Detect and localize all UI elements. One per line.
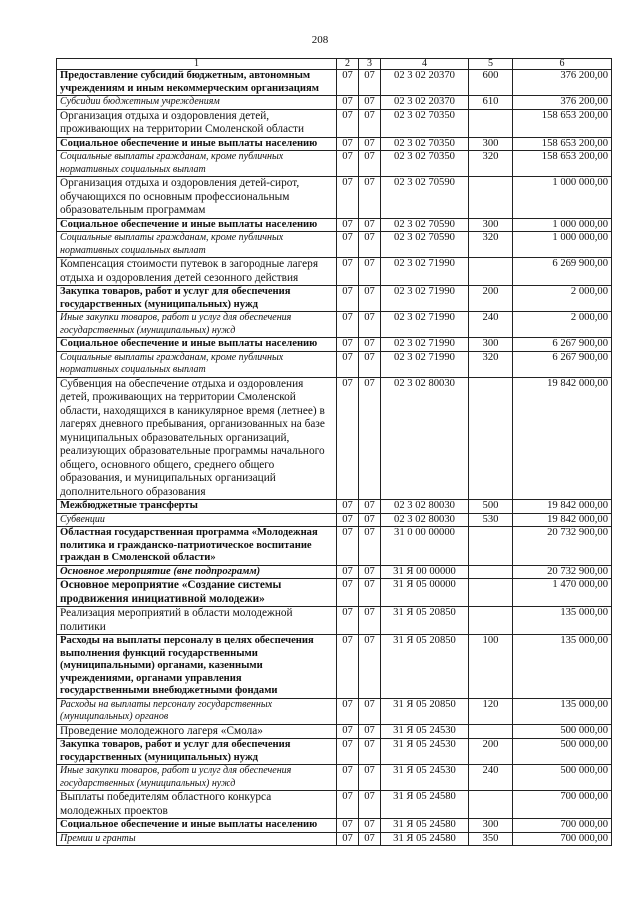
row-target-code-cell: 02 3 02 80030 [381, 377, 469, 500]
row-subsection-cell: 07 [359, 607, 381, 635]
table-body [57, 70, 612, 846]
table-row [57, 739, 612, 765]
row-expense-type-cell: 320 [469, 351, 513, 377]
row-amount-cell: 376 200,00 [513, 96, 612, 110]
row-target-code-cell: 02 3 02 70350 [381, 137, 469, 151]
row-section-cell: 07 [337, 698, 359, 724]
row-amount-cell: 1 470 000,00 [513, 579, 612, 607]
row-name-cell: Расходы на выплаты персоналу в целях обеспечения выполнения функций государственными (муниципальными) органами, казенными учреждениями, органами управления государственными внебюджетными фондами [57, 635, 337, 699]
row-section-cell: 07 [337, 312, 359, 338]
row-name-cell: Премии и гранты [57, 832, 337, 846]
row-name-cell: Областная государственная программа «Молодежная политика и гражданско-патриотическое воспитание граждан в Смоленской области» [57, 527, 337, 566]
table-row [57, 70, 612, 96]
row-amount-cell: 1 000 000,00 [513, 232, 612, 258]
row-name-cell: Закупка товаров, работ и услуг для обеспечения государственных (муниципальных) нужд [57, 739, 337, 765]
row-expense-type-cell: 320 [469, 232, 513, 258]
row-section-cell: 07 [337, 70, 359, 96]
row-subsection-cell: 07 [359, 351, 381, 377]
row-section-cell: 07 [337, 109, 359, 137]
row-section-cell: 07 [337, 565, 359, 579]
table-row [57, 607, 612, 635]
row-expense-type-cell [469, 177, 513, 219]
row-subsection-cell: 07 [359, 218, 381, 232]
row-subsection-cell: 07 [359, 698, 381, 724]
header-col-1: 1 [57, 59, 337, 70]
row-expense-type-cell: 300 [469, 137, 513, 151]
row-section-cell: 07 [337, 286, 359, 312]
table-row [57, 351, 612, 377]
row-amount-cell: 6 267 900,00 [513, 351, 612, 377]
row-target-code-cell: 02 3 02 20370 [381, 96, 469, 110]
row-subsection-cell: 07 [359, 832, 381, 846]
table-row [57, 109, 612, 137]
row-amount-cell: 700 000,00 [513, 819, 612, 833]
row-section-cell: 07 [337, 351, 359, 377]
row-target-code-cell: 31 Я 05 24580 [381, 832, 469, 846]
table-row [57, 565, 612, 579]
row-expense-type-cell [469, 565, 513, 579]
row-name-cell: Компенсация стоимости путевок в загородные лагеря отдыха и оздоровления детей сезонного действия [57, 258, 337, 286]
row-amount-cell: 6 269 900,00 [513, 258, 612, 286]
row-section-cell: 07 [337, 232, 359, 258]
table-row [57, 500, 612, 514]
row-expense-type-cell: 240 [469, 765, 513, 791]
row-subsection-cell: 07 [359, 500, 381, 514]
row-section-cell: 07 [337, 218, 359, 232]
row-subsection-cell: 07 [359, 565, 381, 579]
row-amount-cell: 500 000,00 [513, 724, 612, 739]
table-row [57, 218, 612, 232]
row-amount-cell: 19 842 000,00 [513, 377, 612, 500]
row-section-cell: 07 [337, 258, 359, 286]
row-target-code-cell: 31 Я 05 24530 [381, 739, 469, 765]
row-expense-type-cell: 350 [469, 832, 513, 846]
row-amount-cell: 135 000,00 [513, 635, 612, 699]
row-amount-cell: 376 200,00 [513, 70, 612, 96]
row-target-code-cell: 02 3 02 80030 [381, 500, 469, 514]
row-subsection-cell: 07 [359, 137, 381, 151]
table-row [57, 177, 612, 219]
row-subsection-cell: 07 [359, 635, 381, 699]
row-amount-cell: 500 000,00 [513, 739, 612, 765]
row-section-cell: 07 [337, 177, 359, 219]
row-expense-type-cell: 600 [469, 70, 513, 96]
row-name-cell: Организация отдыха и оздоровления детей-сирот, обучающихся по основным профессиональным образовательным программам [57, 177, 337, 219]
table-row [57, 137, 612, 151]
row-section-cell: 07 [337, 513, 359, 527]
row-expense-type-cell: 500 [469, 500, 513, 514]
row-target-code-cell: 02 3 02 70590 [381, 218, 469, 232]
page-number: 208 [311, 34, 329, 46]
row-amount-cell: 20 732 900,00 [513, 527, 612, 566]
row-amount-cell: 20 732 900,00 [513, 565, 612, 579]
row-target-code-cell: 02 3 02 71990 [381, 351, 469, 377]
row-name-cell: Межбюджетные трансферты [57, 500, 337, 514]
row-name-cell: Основное мероприятие «Создание системы продвижения инициативной молодежи» [57, 579, 337, 607]
row-amount-cell: 6 267 900,00 [513, 338, 612, 352]
row-subsection-cell: 07 [359, 513, 381, 527]
row-section-cell: 07 [337, 579, 359, 607]
row-expense-type-cell: 200 [469, 739, 513, 765]
row-section-cell: 07 [337, 739, 359, 765]
row-name-cell: Субвенция на обеспечение отдыха и оздоровления детей, проживающих на территории Смоленской области, находящихся в каникулярное время (летнее) в лагерях дневного пребывания, организованных на базе муниципальных образовательных организаций, реализующих образовательные программы начального общего, основного общего, среднего общего образования, и муниципальных организаций дополнительного образования [57, 377, 337, 500]
row-section-cell: 07 [337, 791, 359, 819]
row-name-cell: Субсидии бюджетным учреждениям [57, 96, 337, 110]
row-subsection-cell: 07 [359, 527, 381, 566]
row-expense-type-cell: 610 [469, 96, 513, 110]
row-section-cell: 07 [337, 500, 359, 514]
row-amount-cell: 1 000 000,00 [513, 218, 612, 232]
row-name-cell: Реализация мероприятий в области молодежной политики [57, 607, 337, 635]
row-name-cell: Организация отдыха и оздоровления детей, проживающих на территории Смоленской области [57, 109, 337, 137]
row-target-code-cell: 02 3 02 71990 [381, 286, 469, 312]
row-subsection-cell: 07 [359, 312, 381, 338]
row-target-code-cell: 02 3 02 71990 [381, 338, 469, 352]
row-expense-type-cell: 200 [469, 286, 513, 312]
row-target-code-cell: 02 3 02 70350 [381, 109, 469, 137]
row-expense-type-cell: 240 [469, 312, 513, 338]
row-name-cell: Социальные выплаты гражданам, кроме публичных нормативных социальных выплат [57, 232, 337, 258]
header-col-2: 2 [337, 59, 359, 70]
row-subsection-cell: 07 [359, 579, 381, 607]
row-expense-type-cell [469, 527, 513, 566]
table-row [57, 579, 612, 607]
table-row [57, 724, 612, 739]
row-subsection-cell: 07 [359, 258, 381, 286]
row-target-code-cell: 02 3 02 80030 [381, 513, 469, 527]
row-subsection-cell: 07 [359, 765, 381, 791]
table-row [57, 819, 612, 833]
row-expense-type-cell: 300 [469, 218, 513, 232]
row-section-cell: 07 [337, 137, 359, 151]
row-section-cell: 07 [337, 607, 359, 635]
row-section-cell: 07 [337, 527, 359, 566]
row-target-code-cell: 31 Я 05 24580 [381, 791, 469, 819]
table-row [57, 151, 612, 177]
row-target-code-cell: 02 3 02 71990 [381, 258, 469, 286]
row-section-cell: 07 [337, 765, 359, 791]
row-section-cell: 07 [337, 819, 359, 833]
row-amount-cell: 2 000,00 [513, 312, 612, 338]
row-expense-type-cell: 120 [469, 698, 513, 724]
table-header-row [57, 59, 612, 70]
row-section-cell: 07 [337, 635, 359, 699]
header-col-5: 5 [469, 59, 513, 70]
row-amount-cell: 500 000,00 [513, 765, 612, 791]
row-amount-cell: 19 842 000,00 [513, 500, 612, 514]
row-amount-cell: 135 000,00 [513, 698, 612, 724]
row-target-code-cell: 31 Я 05 20850 [381, 607, 469, 635]
row-section-cell: 07 [337, 338, 359, 352]
row-target-code-cell: 02 3 02 70350 [381, 151, 469, 177]
row-amount-cell: 158 653 200,00 [513, 109, 612, 137]
row-amount-cell: 2 000,00 [513, 286, 612, 312]
row-subsection-cell: 07 [359, 338, 381, 352]
header-col-3: 3 [359, 59, 381, 70]
table-row [57, 338, 612, 352]
row-name-cell: Выплаты победителям областного конкурса молодежных проектов [57, 791, 337, 819]
row-subsection-cell: 07 [359, 739, 381, 765]
row-target-code-cell: 31 Я 05 20850 [381, 635, 469, 699]
row-subsection-cell: 07 [359, 791, 381, 819]
row-expense-type-cell [469, 377, 513, 500]
row-subsection-cell: 07 [359, 724, 381, 739]
row-target-code-cell: 31 Я 05 00000 [381, 579, 469, 607]
table-row [57, 258, 612, 286]
row-name-cell: Основное мероприятие (вне подпрограмм) [57, 565, 337, 579]
row-name-cell: Проведение молодежного лагеря «Смола» [57, 724, 337, 739]
row-name-cell: Субвенции [57, 513, 337, 527]
row-name-cell: Расходы на выплаты персоналу государственных (муниципальных) органов [57, 698, 337, 724]
row-amount-cell: 19 842 000,00 [513, 513, 612, 527]
row-amount-cell: 700 000,00 [513, 832, 612, 846]
row-name-cell: Иные закупки товаров, работ и услуг для обеспечения государственных (муниципальных) нужд [57, 312, 337, 338]
row-target-code-cell: 31 0 00 00000 [381, 527, 469, 566]
row-section-cell: 07 [337, 151, 359, 177]
row-name-cell: Социальное обеспечение и иные выплаты населению [57, 819, 337, 833]
row-amount-cell: 135 000,00 [513, 607, 612, 635]
table-row [57, 765, 612, 791]
table-row [57, 791, 612, 819]
row-name-cell: Предоставление субсидий бюджетным, автономным учреждениям и иным некоммерческим организациям [57, 70, 337, 96]
row-target-code-cell: 02 3 02 70590 [381, 232, 469, 258]
row-target-code-cell: 31 Я 05 24530 [381, 724, 469, 739]
row-target-code-cell: 31 Я 05 24530 [381, 765, 469, 791]
row-name-cell: Социальное обеспечение и иные выплаты населению [57, 218, 337, 232]
header-col-4: 4 [381, 59, 469, 70]
row-expense-type-cell: 100 [469, 635, 513, 699]
header-col-6: 6 [513, 59, 612, 70]
table-row [57, 527, 612, 566]
row-subsection-cell: 07 [359, 377, 381, 500]
row-subsection-cell: 07 [359, 96, 381, 110]
row-subsection-cell: 07 [359, 151, 381, 177]
row-target-code-cell: 31 Я 00 00000 [381, 565, 469, 579]
row-subsection-cell: 07 [359, 232, 381, 258]
budget-table [56, 58, 612, 846]
row-expense-type-cell [469, 791, 513, 819]
table-row [57, 312, 612, 338]
table-row [57, 286, 612, 312]
table-row [57, 232, 612, 258]
row-subsection-cell: 07 [359, 109, 381, 137]
row-section-cell: 07 [337, 377, 359, 500]
row-subsection-cell: 07 [359, 286, 381, 312]
row-target-code-cell: 31 Я 05 20850 [381, 698, 469, 724]
table-row [57, 698, 612, 724]
row-target-code-cell: 02 3 02 70590 [381, 177, 469, 219]
row-target-code-cell: 02 3 02 71990 [381, 312, 469, 338]
row-expense-type-cell: 530 [469, 513, 513, 527]
row-target-code-cell: 31 Я 05 24580 [381, 819, 469, 833]
row-name-cell: Иные закупки товаров, работ и услуг для обеспечения государственных (муниципальных) нужд [57, 765, 337, 791]
row-subsection-cell: 07 [359, 70, 381, 96]
row-expense-type-cell [469, 109, 513, 137]
row-name-cell: Социальное обеспечение и иные выплаты населению [57, 137, 337, 151]
row-subsection-cell: 07 [359, 177, 381, 219]
row-expense-type-cell [469, 258, 513, 286]
row-expense-type-cell [469, 724, 513, 739]
table-row [57, 377, 612, 500]
row-expense-type-cell [469, 607, 513, 635]
table-row [57, 635, 612, 699]
row-section-cell: 07 [337, 724, 359, 739]
row-amount-cell: 158 653 200,00 [513, 137, 612, 151]
row-subsection-cell: 07 [359, 819, 381, 833]
row-name-cell: Социальное обеспечение и иные выплаты населению [57, 338, 337, 352]
row-expense-type-cell: 300 [469, 819, 513, 833]
row-name-cell: Социальные выплаты гражданам, кроме публичных нормативных социальных выплат [57, 151, 337, 177]
row-section-cell: 07 [337, 832, 359, 846]
row-amount-cell: 700 000,00 [513, 791, 612, 819]
table-row [57, 513, 612, 527]
row-expense-type-cell: 300 [469, 338, 513, 352]
row-name-cell: Закупка товаров, работ и услуг для обеспечения государственных (муниципальных) нужд [57, 286, 337, 312]
table-row [57, 832, 612, 846]
table-row [57, 96, 612, 110]
row-expense-type-cell [469, 579, 513, 607]
row-expense-type-cell: 320 [469, 151, 513, 177]
row-amount-cell: 158 653 200,00 [513, 151, 612, 177]
row-section-cell: 07 [337, 96, 359, 110]
row-name-cell: Социальные выплаты гражданам, кроме публичных нормативных социальных выплат [57, 351, 337, 377]
row-target-code-cell: 02 3 02 20370 [381, 70, 469, 96]
row-amount-cell: 1 000 000,00 [513, 177, 612, 219]
